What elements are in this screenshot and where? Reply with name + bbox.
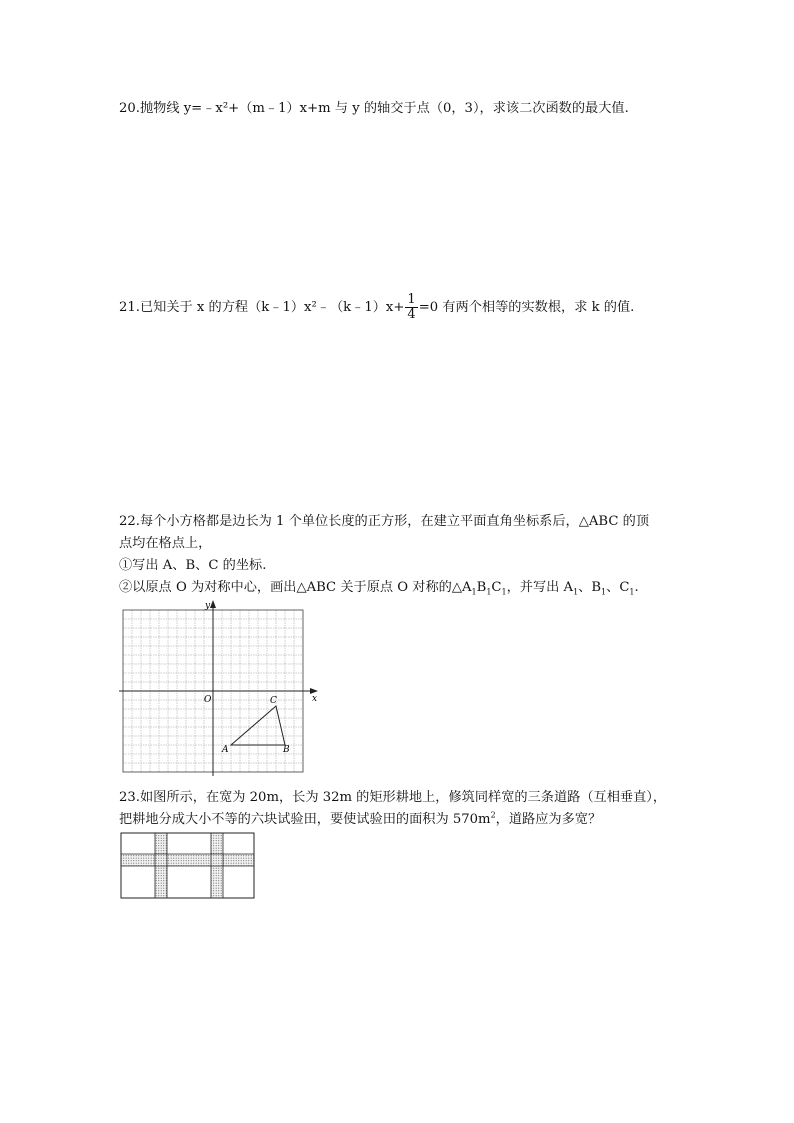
question-22-line-1: 22.每个小方格都是边长为 1 个单位长度的正方形，在建立平面直角坐标系后，△ABC 的顶 xyxy=(119,514,650,529)
x-axis-label: x xyxy=(312,694,318,704)
vertical-road-right xyxy=(211,833,223,898)
question-22-line-2: 点均在格点上， xyxy=(119,536,212,551)
coordinate-grid-figure xyxy=(115,598,325,778)
vertical-road-left xyxy=(155,833,167,898)
question-20 xyxy=(119,98,629,120)
question-21-text-after: =0 有两个相等的实数根，求 k 的值. xyxy=(418,300,635,315)
horizontal-road xyxy=(121,854,254,866)
field-roads-figure xyxy=(120,832,256,900)
question-21 xyxy=(119,288,634,328)
point-c-label: C xyxy=(270,696,277,706)
origin-label: O xyxy=(204,695,212,705)
question-20-text: 20.抛物线 y=﹣x²+（m﹣1）x+m 与 y 的轴交于点（0，3），求该二次函数的最大值. xyxy=(119,101,629,116)
y-axis-label: y xyxy=(205,601,211,611)
question-21-text-before: 21.已知关于 x 的方程（k﹣1）x²﹣（k﹣1）x+ xyxy=(119,300,405,315)
point-b-label: B xyxy=(283,745,290,755)
fraction-numerator: 1 xyxy=(407,292,416,307)
point-a-label: A xyxy=(222,745,229,755)
y-axis-arrow-icon xyxy=(210,600,216,608)
question-23-line-1: 23.如图所示，在宽为 20m，长为 32m 的矩形耕地上，修筑同样宽的三条道路（互相垂直）， xyxy=(119,790,667,805)
fraction-one-quarter xyxy=(405,293,417,322)
fraction-denominator: 4 xyxy=(407,307,416,322)
question-23-line-2: 把耕地分成大小不等的六块试验田，要使试验田的面积为 $570m^2$，道路应为多宽？ xyxy=(119,810,602,827)
question-22-part-2: ②以原点 O 为对称中心，画出△ABC 关于原点 O 对称的$\triangle A_1B_1C_1$，并写出 $A_1$、$B_1$、$C_1$. xyxy=(119,580,639,597)
question-23 xyxy=(119,787,666,831)
question-22 xyxy=(119,511,649,599)
question-22-part-1: ①写出 A、B、C 的坐标. xyxy=(119,558,267,573)
